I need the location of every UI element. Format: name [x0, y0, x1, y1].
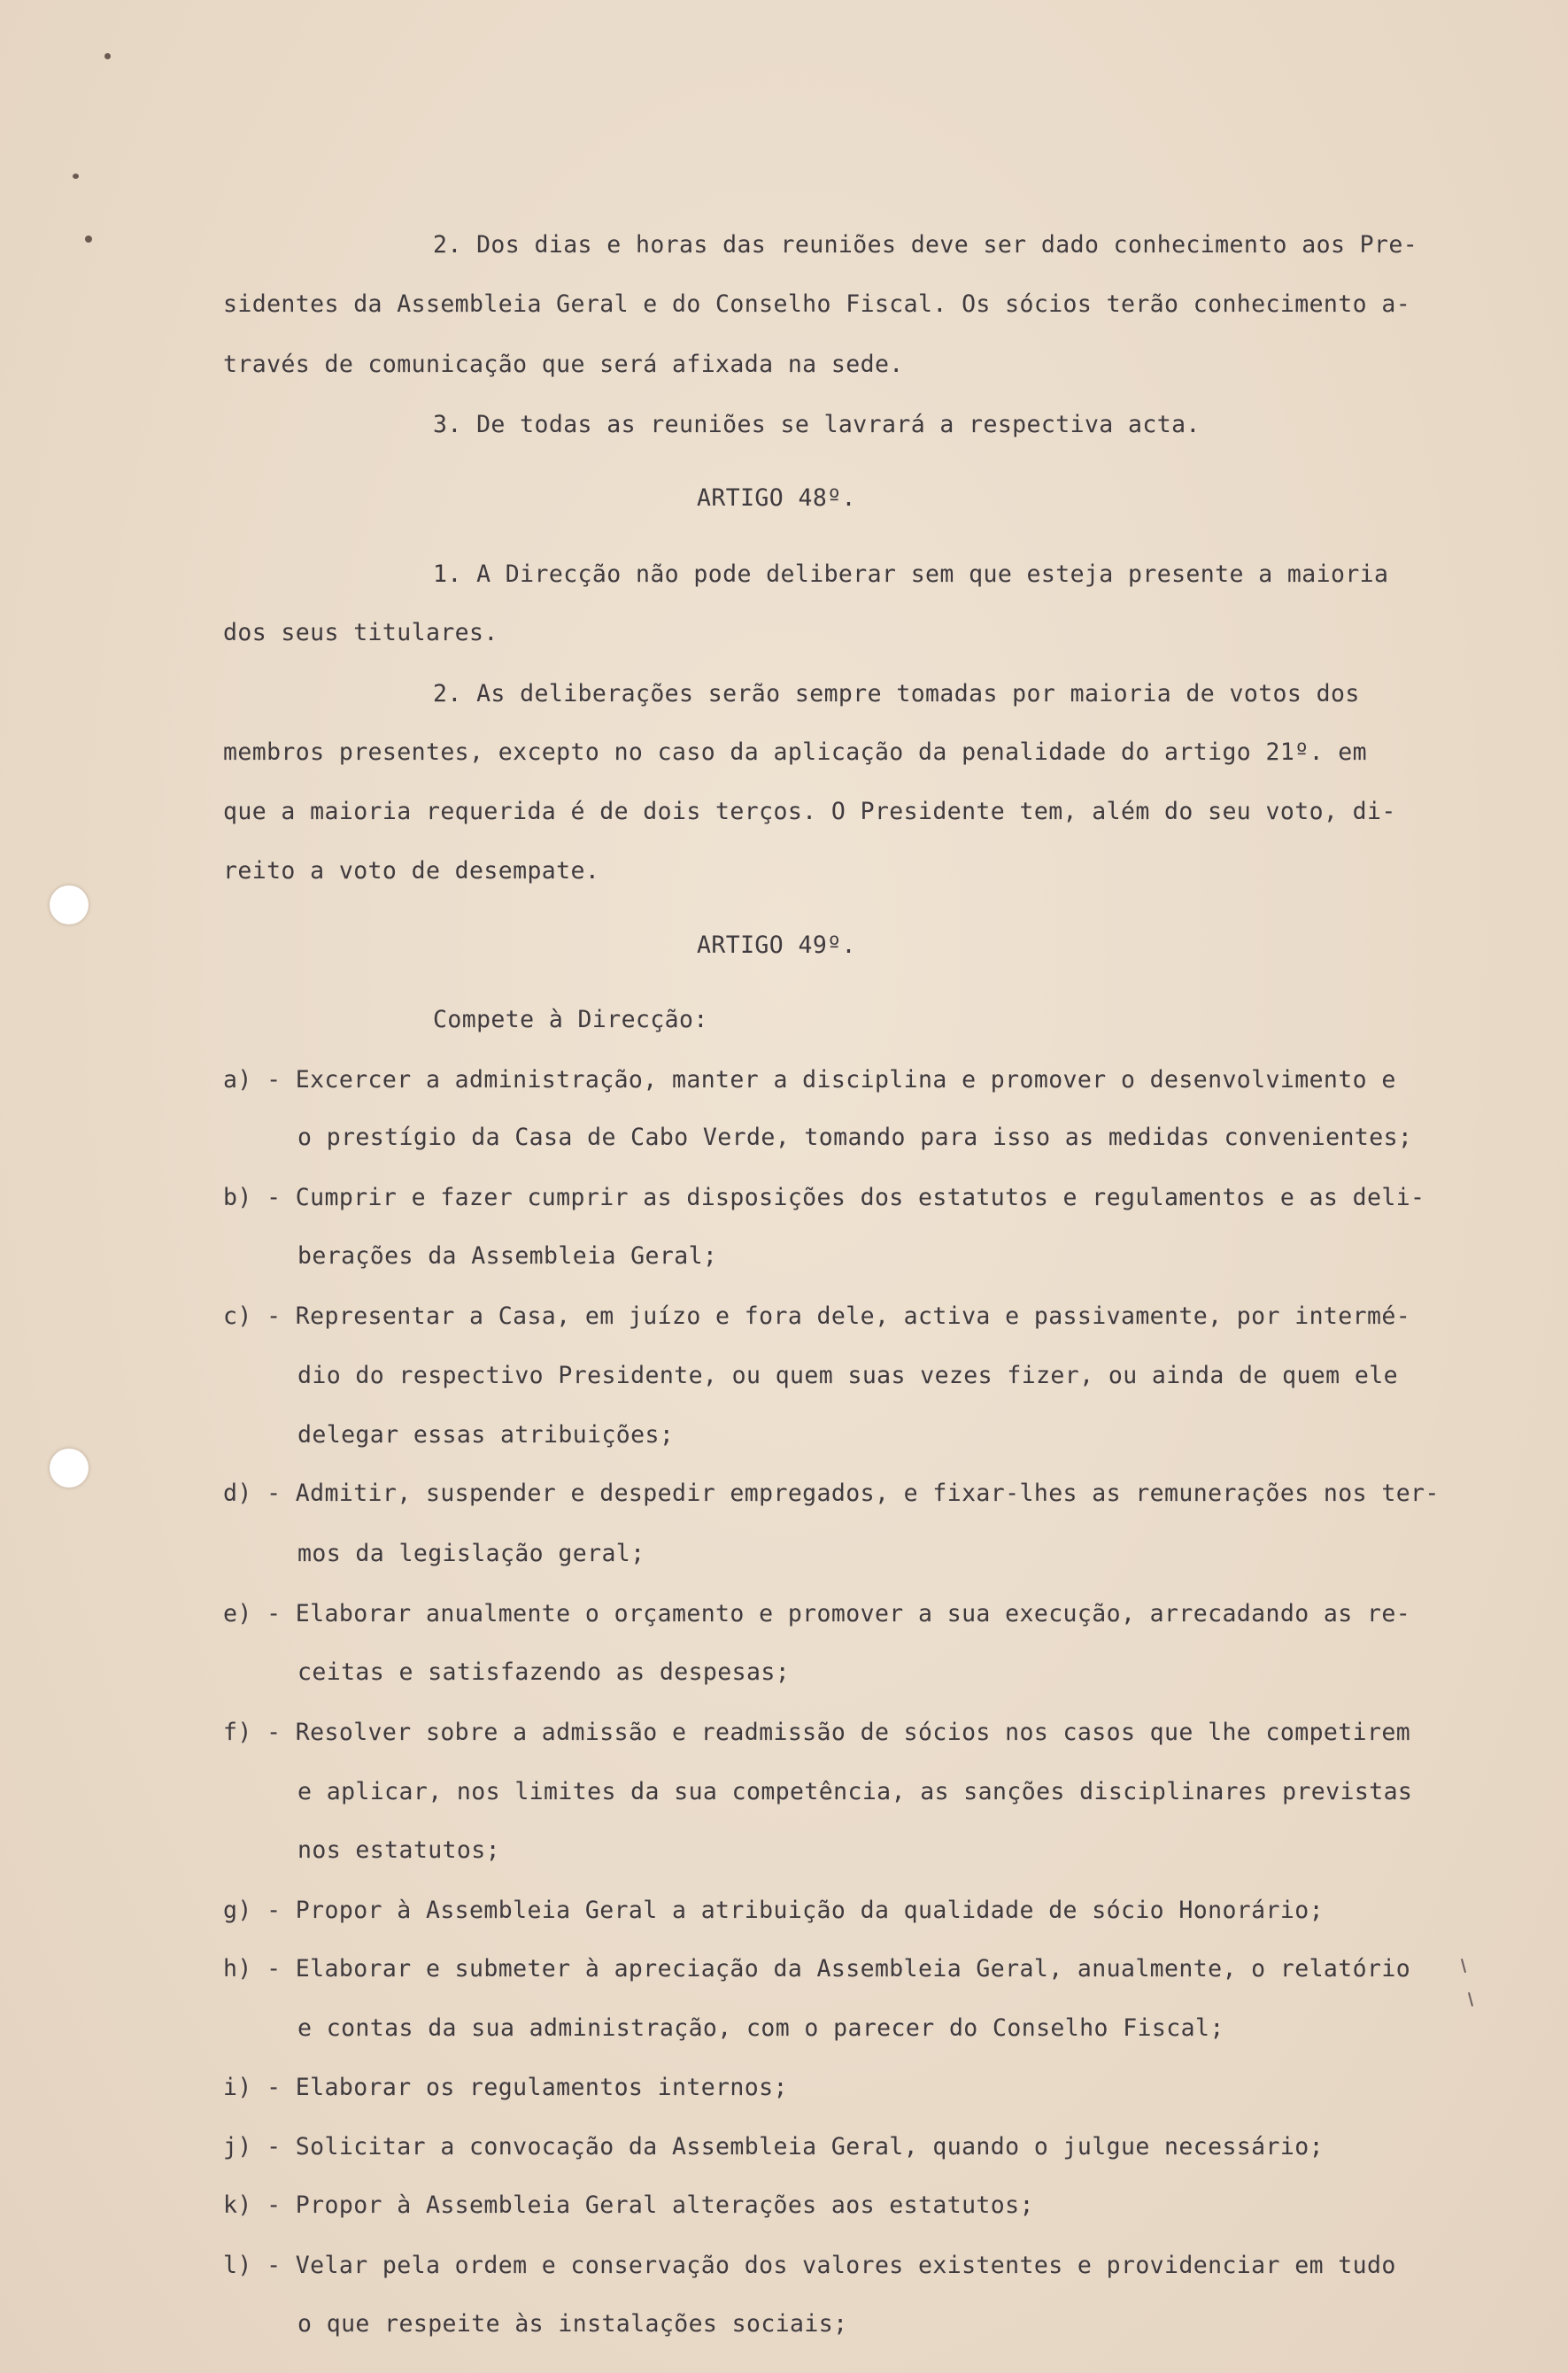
list-item: k) - Propor à Assembleia Geral alterações aos estatutos;	[223, 2191, 1034, 2219]
list-item: c) - Representar a Casa, em juízo e fora dele, activa e passivamente, por intermé-	[223, 1302, 1411, 1330]
text-line: 2. Dos dias e horas das reuniões deve ser dado conhecimento aos Pre-	[433, 231, 1418, 259]
article-heading: ARTIGO 49º.	[697, 931, 856, 959]
pen-mark	[1461, 1959, 1466, 1973]
list-item-continuation: dio do respectivo Presidente, ou quem suas vezes fizer, ou ainda de quem ele	[297, 1362, 1398, 1389]
list-item: a) - Excercer a administração, manter a disciplina e promover o desenvolvimento e	[223, 1066, 1396, 1094]
punch-hole	[50, 1449, 89, 1488]
article-heading: ARTIGO 48º.	[697, 484, 856, 512]
text-line: reito a voto de desempate.	[223, 857, 600, 885]
list-item-continuation: nos estatutos;	[297, 1836, 500, 1864]
list-item-continuation: e aplicar, nos limites da sua competência, as sanções disciplinares previstas	[297, 1778, 1413, 1805]
punch-hole	[50, 885, 89, 924]
text-line: Compete à Direcção:	[433, 1006, 708, 1033]
list-item-continuation: o prestígio da Casa de Cabo Verde, tomando para isso as medidas convenientes;	[297, 1124, 1413, 1151]
text-line: 3. De todas as reuniões se lavrará a respectiva acta.	[433, 411, 1201, 438]
speck	[73, 174, 79, 179]
list-item: l) - Velar pela ordem e conservação dos valores existentes e providenciar em tudo	[223, 2252, 1396, 2279]
list-item: j) - Solicitar a convocação da Assembleia Geral, quando o julgue necessário;	[223, 2133, 1324, 2160]
list-item: h) - Elaborar e submeter à apreciação da Assembleia Geral, anualmente, o relatório	[223, 1955, 1411, 1983]
list-item: i) - Elaborar os regulamentos internos;	[223, 2074, 788, 2101]
list-item: f) - Resolver sobre a admissão e readmissão de sócios nos casos que lhe competirem	[223, 1719, 1411, 1746]
text-line: 1. A Direcção não pode deliberar sem que esteja presente a maioria	[433, 560, 1389, 588]
text-line: membros presentes, excepto no caso da aplicação da penalidade do artigo 21º. em	[223, 738, 1367, 766]
list-item-continuation: ceitas e satisfazendo as despesas;	[297, 1658, 791, 1686]
text-line: dos seus titulares.	[223, 619, 498, 646]
list-item: e) - Elaborar anualmente o orçamento e promover a sua execução, arrecadando as re-	[223, 1600, 1411, 1627]
speck	[104, 53, 111, 59]
list-item-continuation: e contas da sua administração, com o parecer do Conselho Fiscal;	[297, 2014, 1224, 2042]
list-item-continuation: berações da Assembleia Geral;	[297, 1242, 718, 1270]
text-line: sidentes da Assembleia Geral e do Conselho Fiscal. Os sócios terão conhecimento a-	[223, 290, 1411, 318]
text-line: través de comunicação que será afixada na sede.	[223, 351, 904, 378]
speck	[85, 236, 92, 243]
list-item-continuation: delegar essas atribuições;	[297, 1421, 675, 1449]
list-item: g) - Propor à Assembleia Geral a atribuição da qualidade de sócio Honorário;	[223, 1897, 1324, 1924]
pen-mark	[1468, 1992, 1473, 2006]
list-item-continuation: mos da legislação geral;	[297, 1540, 645, 1567]
text-line: que a maioria requerida é de dois terços. O Presidente tem, além do seu voto, di-	[223, 798, 1396, 825]
list-item-continuation: o que respeite às instalações sociais;	[297, 2310, 848, 2338]
list-item: b) - Cumprir e fazer cumprir as disposições dos estatutos e regulamentos e as deli-	[223, 1184, 1425, 1211]
list-item: d) - Admitir, suspender e despedir empregados, e fixar-lhes as remunerações nos ter-	[223, 1480, 1440, 1507]
text-line: 2. As deliberações serão sempre tomadas por maioria de votos dos	[433, 680, 1360, 707]
